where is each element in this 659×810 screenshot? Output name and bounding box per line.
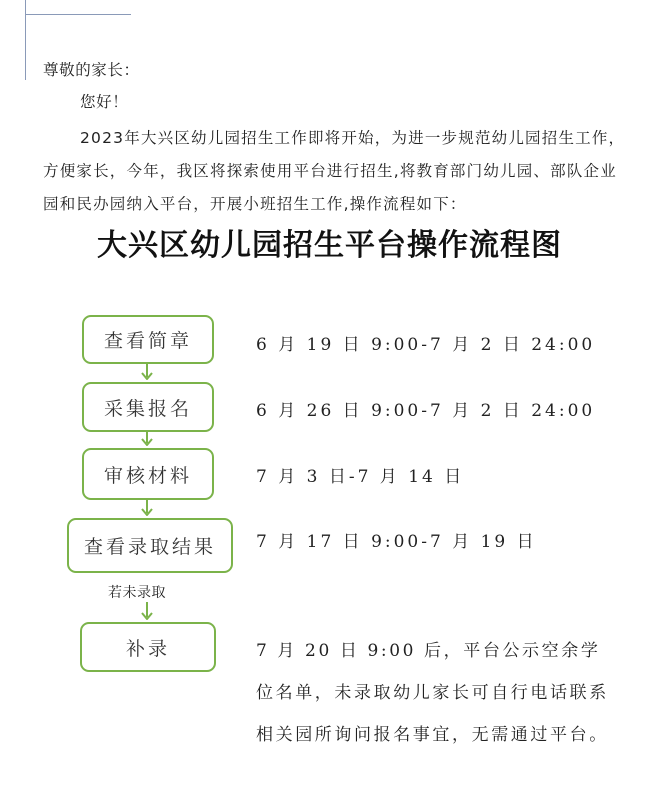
- salutation: 尊敬的家长：: [43, 61, 140, 79]
- supplementary-note: 7 月 20 日 9:00 后，平台公示空余学位名单，未录取幼儿家长可自行电话联系相关园所询问报名事宜，无需通过平台。: [256, 641, 609, 745]
- step-view-admission-result: [67, 518, 233, 573]
- step-time: 6 月 26 日 9:00-7 月 2 日 24:00: [256, 401, 596, 421]
- step-label: 采集报名: [103, 397, 192, 420]
- branch-label: 若未录取: [108, 585, 166, 601]
- flowchart-title: 大兴区幼儿园招生平台操作流程图: [97, 228, 562, 263]
- step-registration: [82, 382, 214, 432]
- step-label: 补录: [125, 637, 170, 660]
- step-view-brochure: [82, 315, 214, 364]
- step-label: 审核材料: [103, 464, 192, 487]
- step-supplementary-admission: [80, 622, 216, 672]
- step-time: 7 月 17 日 9:00-7 月 19 日: [256, 532, 537, 552]
- step-label: 查看简章: [103, 330, 192, 352]
- step-time: 7 月 3 日-7 月 14 日: [256, 467, 465, 487]
- greeting: 您好！: [80, 93, 129, 111]
- letter-body: 2023年大兴区幼儿园招生工作即将开始，为进一步规范幼儿园招生工作，方便家长，今年，我区将探索使用平台进行招生,将教育部门幼儿园、部队企业园和民办园纳入平台，开展小班招生工作,操作流程如下：: [43, 129, 626, 213]
- step-review-materials: [82, 448, 214, 500]
- step-time: 6 月 19 日 9:00-7 月 2 日 24:00: [256, 335, 596, 355]
- step-label: 查看录取结果: [83, 536, 216, 558]
